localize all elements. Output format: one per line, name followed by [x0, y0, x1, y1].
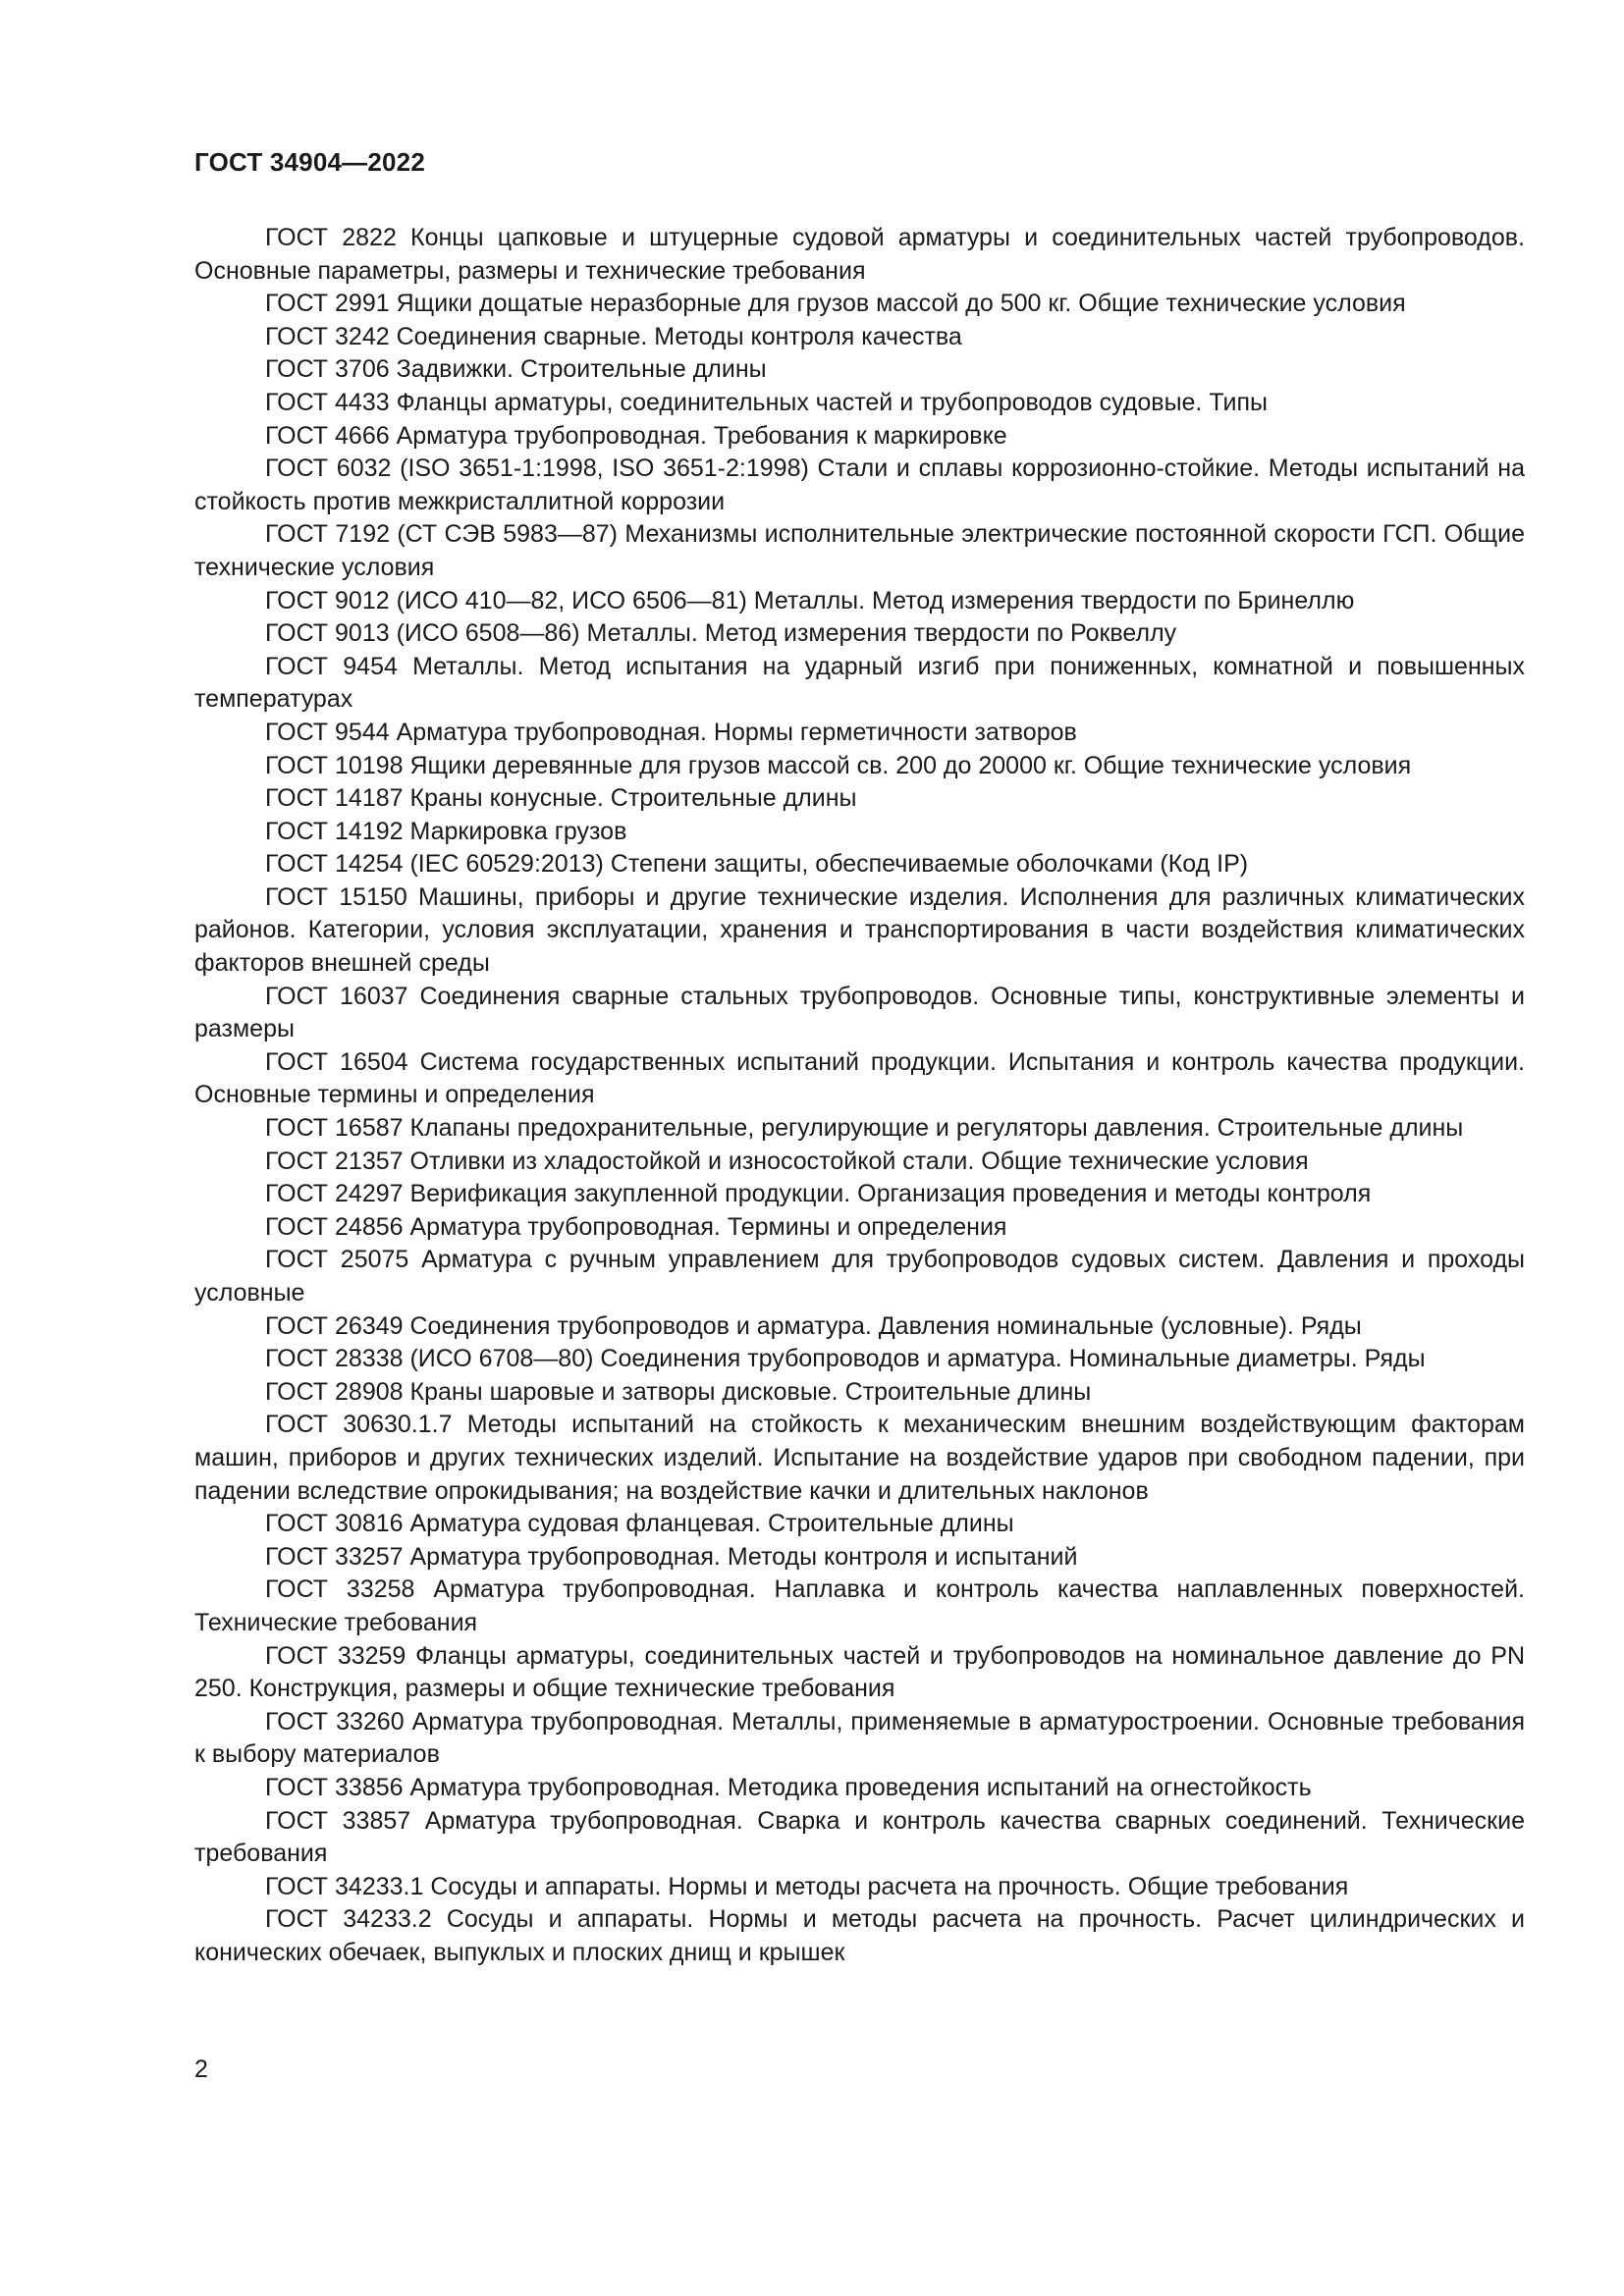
reference-title: Механизмы исполнительные электрические постоянной скорости ГСП. Общие технические условия: [194, 520, 1525, 581]
reference-code: ГОСТ 9544: [265, 718, 390, 746]
reference-item: [194, 387, 1525, 420]
reference-title: Концы цапковые и штуцерные судовой арматуры и соединительных частей трубопроводов. Основные параметры, размеры и технические требования: [194, 224, 1525, 285]
reference-code: ГОСТ 25075: [265, 1246, 409, 1274]
reference-item: [194, 1871, 1525, 1904]
reference-code: ГОСТ 6032 (ISO 3651-1:1998, ISO 3651-2:1998): [265, 454, 809, 483]
reference-title: Арматура трубопроводная. Сварка и контроль качества сварных соединений. Технические требования: [194, 1806, 1525, 1868]
reference-item: [194, 1112, 1525, 1146]
reference-item: [194, 981, 1525, 1046]
reference-item: [194, 1178, 1525, 1211]
reference-item: [194, 782, 1525, 816]
reference-title: Соединения сварные. Методы контроля качества: [396, 322, 962, 350]
reference-item: [194, 1310, 1525, 1344]
reference-title: Машины, приборы и другие технические изделия. Исполнения для различных климатических районов. Категории, условия эксплуатации, хранения и транспортирования в части воздействия климатических факторов внешней среды: [194, 882, 1525, 978]
reference-item: [194, 1343, 1525, 1376]
reference-title: Сосуды и аппараты. Нормы и методы расчета на прочность. Расчет цилиндрических и конических обечаек, выпуклых и плоских днищ и крышек: [194, 1905, 1526, 1966]
reference-code: ГОСТ 26349: [265, 1311, 404, 1340]
reference-item: [194, 420, 1525, 454]
reference-item: [194, 222, 1525, 288]
reference-item: [194, 816, 1525, 849]
reference-item: [194, 453, 1525, 518]
reference-item: [194, 1772, 1525, 1805]
reference-code: ГОСТ 16587: [265, 1114, 404, 1143]
reference-code: ГОСТ 16504: [265, 1047, 408, 1076]
reference-item: [194, 1805, 1525, 1871]
reference-title: Методы испытаний на стойкость к механическим внешним воздействующим факторам машин, приборов и других технических изделий. Испытание на воздействие ударов при свободном падении, при падении вследствие опрокидывания; на воздействие качки и длительных наклонов: [194, 1411, 1525, 1505]
reference-code: ГОСТ 3242: [265, 322, 390, 350]
reference-code: ГОСТ 24856: [265, 1212, 404, 1241]
reference-title: Арматура трубопроводная. Наплавка и контроль качества наплавленных поверхностей. Технические требования: [194, 1575, 1525, 1636]
reference-code: ГОСТ 9454: [265, 652, 398, 680]
reference-item: [194, 1903, 1525, 1969]
reference-item: [194, 1409, 1525, 1508]
reference-code: ГОСТ 33260: [265, 1707, 405, 1735]
reference-code: ГОСТ 14187: [265, 784, 404, 813]
reference-code: ГОСТ 4433: [265, 388, 390, 416]
reference-item: [194, 1146, 1525, 1179]
reference-title: Арматура трубопроводная. Нормы герметичности затворов: [396, 718, 1077, 746]
reference-item: [194, 617, 1525, 651]
reference-item: [194, 1046, 1525, 1112]
reference-title: Отливки из хладостойкой и износостойкой стали. Общие технические условия: [409, 1147, 1309, 1175]
reference-code: ГОСТ 30816: [265, 1510, 404, 1538]
reference-code: ГОСТ 7192 (СТ СЭВ 5983—87): [265, 520, 618, 549]
reference-title: Краны конусные. Строительные длины: [409, 784, 857, 813]
reference-item: [194, 1508, 1525, 1541]
reference-item: [194, 321, 1525, 354]
page-number: 2: [194, 2056, 208, 2083]
reference-code: ГОСТ 3706: [265, 355, 390, 384]
reference-item: [194, 881, 1525, 981]
reference-code: ГОСТ 24297: [265, 1180, 404, 1208]
reference-code: ГОСТ 14254 (IEC 60529:2013): [265, 850, 604, 879]
reference-title: Металлы. Метод испытания на ударный изгиб при пониженных, комнатной и повышенных температурах: [194, 652, 1525, 714]
reference-title: Соединения сварные стальных трубопроводов. Основные типы, конструктивные элементы и размеры: [194, 982, 1525, 1043]
reference-title: Краны шаровые и затворы дисковые. Строительные длины: [409, 1377, 1092, 1406]
reference-code: ГОСТ 34233.1: [265, 1872, 424, 1900]
reference-title: Клапаны предохранительные, регулирующие и регуляторы давления. Строительные длины: [409, 1114, 1464, 1143]
reference-title: Арматура трубопроводная. Термины и определения: [409, 1212, 1007, 1241]
reference-item: [194, 1376, 1525, 1410]
reference-code: ГОСТ 4666: [265, 421, 390, 450]
reference-code: ГОСТ 33258: [265, 1575, 415, 1604]
reference-item: [194, 1541, 1525, 1575]
reference-item: [194, 717, 1525, 750]
reference-title: Сосуды и аппараты. Нормы и методы расчета на прочность. Общие требования: [430, 1872, 1349, 1900]
reference-code: ГОСТ 9012 (ИСО 410—82, ИСО 6506—81): [265, 586, 747, 614]
reference-code: ГОСТ 14192: [265, 817, 404, 845]
reference-item: [194, 518, 1525, 584]
reference-code: ГОСТ 28908: [265, 1377, 404, 1406]
reference-title: Арматура трубопроводная. Методы контроля и испытаний: [409, 1542, 1078, 1571]
reference-title: Верификация закупленной продукции. Организация проведения и методы контроля: [409, 1180, 1372, 1208]
reference-title: Степени защиты, обеспечиваемые оболочками (Код IP): [610, 850, 1249, 879]
reference-code: ГОСТ 34233.2: [265, 1905, 432, 1934]
reference-code: ГОСТ 2822: [265, 224, 397, 251]
reference-code: ГОСТ 9013 (ИСО 6508—86): [265, 619, 580, 648]
reference-item: [194, 353, 1525, 387]
reference-code: ГОСТ 10198: [265, 751, 404, 779]
reference-code: ГОСТ 16037: [265, 982, 408, 1010]
reference-title: Металлы. Метод измерения твердости по Роквеллу: [586, 619, 1177, 648]
reference-code: ГОСТ 33257: [265, 1542, 404, 1571]
reference-title: Фланцы арматуры, соединительных частей и трубопроводов на номинальное давление до PN 250. Конструкция, размеры и общие технические требования: [194, 1641, 1525, 1703]
reference-title: Арматура с ручным управлением для трубопроводов судовых систем. Давления и проходы условные: [194, 1246, 1526, 1307]
page-header: ГОСТ 34904—2022: [194, 147, 425, 177]
reference-code: ГОСТ 21357: [265, 1147, 404, 1175]
references-list: [194, 222, 1525, 1969]
reference-code: ГОСТ 28338 (ИСО 6708—80): [265, 1345, 594, 1373]
reference-title: Задвижки. Строительные длины: [396, 355, 767, 384]
reference-title: Арматура трубопроводная. Требования к маркировке: [396, 421, 1007, 450]
reference-item: [194, 288, 1525, 321]
reference-title: Фланцы арматуры, соединительных частей и трубопроводов судовые. Типы: [396, 388, 1268, 416]
reference-title: Арматура трубопроводная. Металлы, применяемые в арматуростроении. Основные требования к выбору материалов: [194, 1707, 1526, 1769]
reference-item: [194, 1574, 1525, 1639]
reference-title: Соединения трубопроводов и арматура. Номинальные диаметры. Ряды: [600, 1345, 1426, 1373]
reference-item: [194, 1211, 1525, 1245]
reference-item: [194, 651, 1525, 717]
reference-item: [194, 848, 1525, 881]
reference-code: ГОСТ 2991: [265, 290, 390, 318]
reference-item: [194, 1640, 1525, 1706]
reference-code: ГОСТ 33856: [265, 1773, 404, 1801]
reference-code: ГОСТ 33857: [265, 1806, 411, 1835]
reference-title: Соединения трубопроводов и арматура. Давления номинальные (условные). Ряды: [409, 1311, 1362, 1340]
reference-title: Ящики деревянные для грузов массой св. 200 до 20000 кг. Общие технические условия: [409, 751, 1412, 779]
reference-title: Маркировка грузов: [409, 817, 627, 845]
reference-title: Стали и сплавы коррозионно-стойкие. Методы испытаний на стойкость против межкристаллитной коррозии: [194, 454, 1525, 515]
reference-title: Ящики дощатые неразборные для грузов массой до 500 кг. Общие технические условия: [396, 290, 1406, 318]
reference-item: [194, 750, 1525, 783]
reference-title: Арматура судовая фланцевая. Строительные длины: [409, 1510, 1014, 1538]
reference-item: [194, 585, 1525, 618]
reference-code: ГОСТ 33259: [265, 1641, 406, 1670]
reference-code: ГОСТ 15150: [265, 882, 407, 911]
reference-item: [194, 1244, 1525, 1309]
reference-title: Арматура трубопроводная. Методика проведения испытаний на огнестойкость: [409, 1773, 1312, 1801]
reference-title: Металлы. Метод измерения твердости по Бринеллю: [753, 586, 1355, 614]
reference-code: ГОСТ 30630.1.7: [265, 1411, 453, 1439]
reference-title: Система государственных испытаний продукции. Испытания и контроль качества продукции. Основные термины и определения: [194, 1047, 1526, 1109]
reference-item: [194, 1706, 1525, 1772]
